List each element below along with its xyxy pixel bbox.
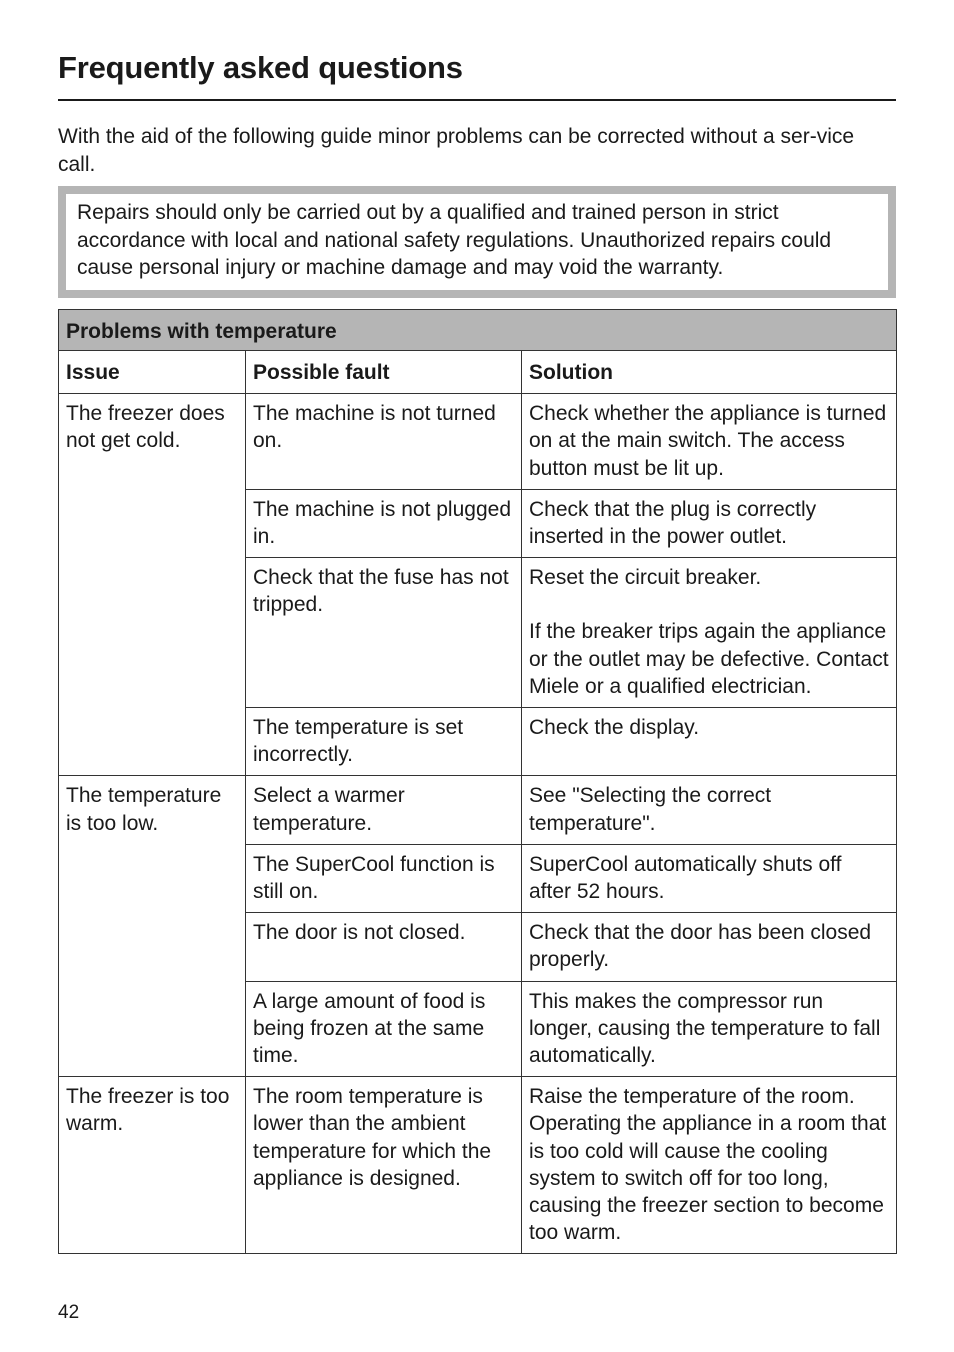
fault-cell: The machine is not plugged in. — [246, 489, 522, 557]
column-header-issue: Issue — [59, 351, 246, 394]
issue-cell: The freezer does not get cold. — [59, 394, 246, 776]
fault-cell: Check that the fuse has not tripped. — [246, 558, 522, 708]
section-title: Problems with temperature — [59, 310, 897, 351]
intro-text: With the aid of the following guide minor problems can be corrected without a ser-vice call. — [58, 125, 855, 176]
table-row — [59, 776, 897, 844]
section-header-row — [59, 310, 897, 351]
fault-cell: The temperature is set incorrectly. — [246, 708, 522, 776]
warning-box — [58, 186, 896, 298]
solution-paragraph: If the breaker trips again the appliance or the outlet may be defective. Contact Miele or a qualified electrician. — [529, 620, 889, 698]
solution-cell — [522, 776, 897, 844]
faq-table-body — [59, 394, 897, 1254]
fault-cell: A large amount of food is being frozen at the same time. — [246, 981, 522, 1077]
solution-cell — [522, 1077, 897, 1254]
fault-cell: Select a warmer temperature. — [246, 776, 522, 844]
warning-text: Repairs should only be carried out by a qualified and trained person in strict accordance with local and national safety regulations. Unauthorized repairs could cause personal injury or machine damage and may void the warranty. — [66, 194, 888, 290]
solution-paragraph: Check the display. — [529, 716, 700, 740]
column-header-fault: Possible fault — [246, 351, 522, 394]
issue-cell: The temperature is too low. — [59, 776, 246, 1077]
page-title: Frequently asked questions — [58, 50, 463, 85]
solution-paragraph: See "Selecting the correct temperature". — [529, 784, 772, 835]
solution-cell — [522, 394, 897, 490]
fault-cell: The SuperCool function is still on. — [246, 844, 522, 912]
faq-table — [58, 309, 897, 1254]
solution-cell — [522, 844, 897, 912]
solution-cell — [522, 913, 897, 981]
solution-cell — [522, 708, 897, 776]
issue-cell: The freezer is too warm. — [59, 1077, 246, 1254]
table-row — [59, 1077, 897, 1254]
fault-cell: The room temperature is lower than the ambient temperature for which the appliance is designed. — [246, 1077, 522, 1254]
page-number: 42 — [58, 1302, 80, 1323]
fault-cell: The machine is not turned on. — [246, 394, 522, 490]
solution-cell — [522, 981, 897, 1077]
solution-paragraph: This makes the compressor run longer, causing the temperature to fall automatically. — [529, 989, 881, 1068]
solution-paragraph: Raise the temperature of the room. Operating the appliance in a room that is too cold will cause the cooling system to switch off for too long, causing the freezer section to become too warm. — [529, 1085, 887, 1245]
solution-paragraph: Check that the plug is correctly inserted in the power outlet. — [529, 497, 817, 549]
fault-cell: The door is not closed. — [246, 913, 522, 981]
column-header-solution: Solution — [522, 351, 897, 394]
solution-cell — [522, 558, 897, 708]
column-header-row — [59, 351, 897, 394]
solution-paragraph: Check that the door has been closed properly. — [529, 921, 872, 972]
table-row — [59, 394, 897, 490]
solution-paragraph: Check whether the appliance is turned on at the main switch. The access button must be lit up. — [529, 402, 887, 480]
solution-paragraph: SuperCool automatically shuts off after 52 hours. — [529, 852, 842, 904]
solution-cell — [522, 489, 897, 557]
title-divider — [58, 99, 896, 101]
solution-paragraph: Reset the circuit breaker. — [529, 566, 762, 590]
